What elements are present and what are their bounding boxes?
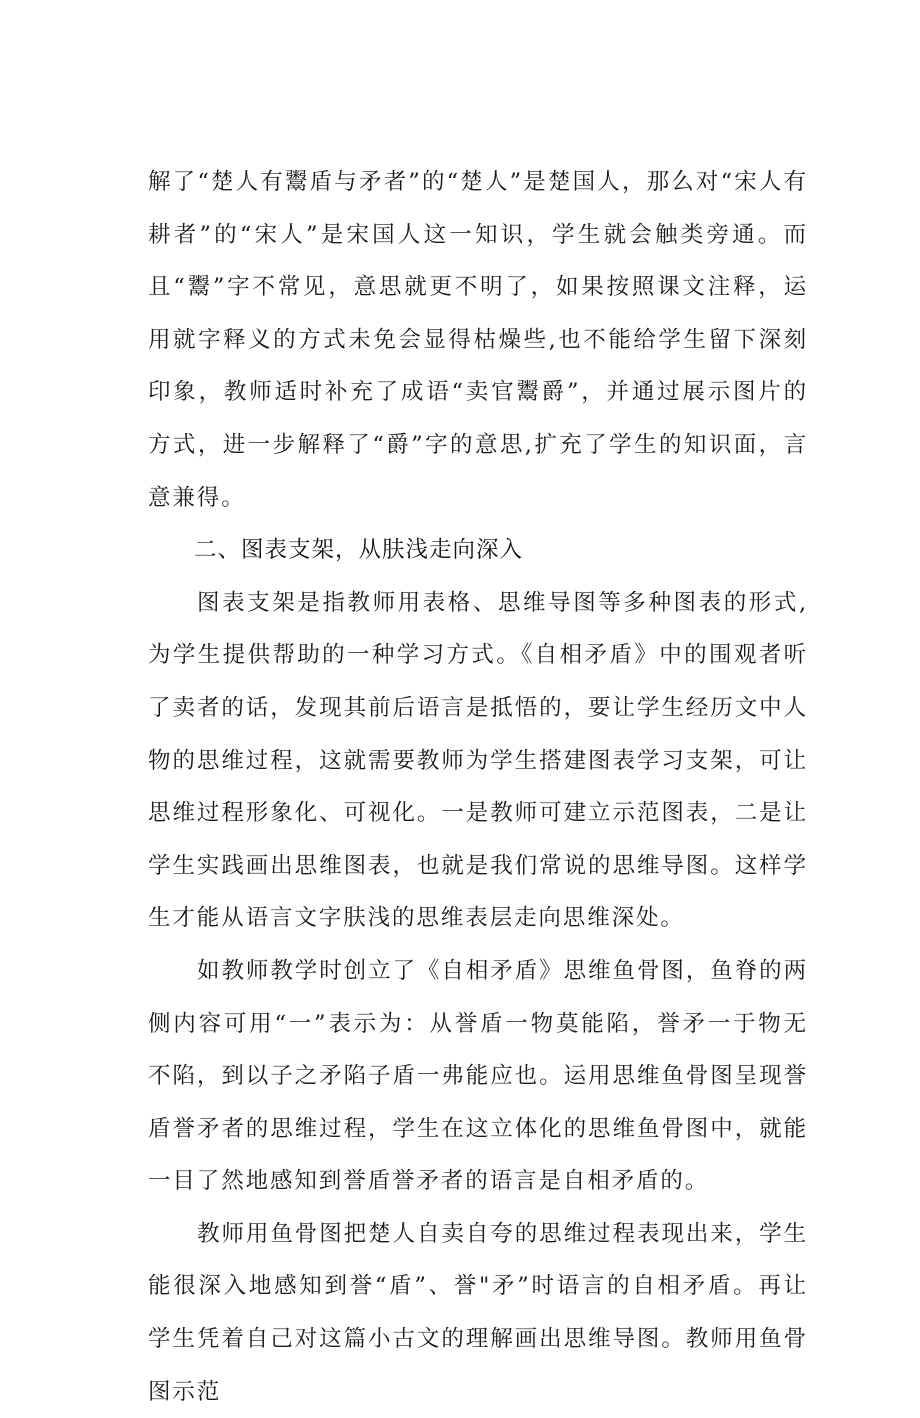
paragraph-fishbone-example: 如教师教学时创立了《自相矛盾》思维鱼骨图，鱼脊的两侧内容可用“一”表示为：从誉盾一物莫能陷，誉矛一于物无不陷，到以子之矛陷子盾一弗能应也。运用思维鱼骨图呈现誉盾誉矛者的思维过程，学生在这立体化的思维鱼骨图中，就能一目了然地感知到誉盾誉矛者的语言是自相矛盾的。 [148,957,808,1195]
section-heading: 二、图表支架，从肤浅走向深入 [194,537,524,564]
paragraph-fishbone-demo: 教师用鱼骨图把楚人自卖自夸的思维过程表现出来，学生能很深入地感知到誉“盾”、誉"矛”时语言的自相矛盾。再让学生凭着自己对这篇小古文的理解画出思维导图。教师用鱼骨图示范 [148,1220,808,1405]
document-body [148,156,808,1418]
paragraph-chart-scaffold: 图表支架是指教师用表格、思维导图等多种图表的形式,为学生提供帮助的一种学习方式。《自相矛盾》中的围观者听了卖者的话，发现其前后语言是抵悟的，要让学生经历文中人物的思维过程，这就需要教师为学生搭建图表学习支架，可让思维过程形象化、可视化。一是教师可建立示范图表，二是让学生实践画出思维图表，也就是我们常说的思维导图。这样学生才能从语言文字肤浅的思维表层走向思维深处。 [148,589,808,932]
paragraph-continuation: 解了“楚人有鬻盾与矛者”的“楚人”是楚国人，那么对“宋人有耕者”的“宋人”是宋国人这一知识，学生就会触类旁通。而且“鬻”字不常见，意思就更不明了，如果按照课文注释，运用就字释义的方式未免会显得枯燥些,也不能给学生留下深刻印象，教师适时补充了成语“卖官鬻爵”，并通过展示图片的方式，进一步解释了“爵”字的意思,扩充了学生的知识面，言意兼得。 [148,169,808,511]
